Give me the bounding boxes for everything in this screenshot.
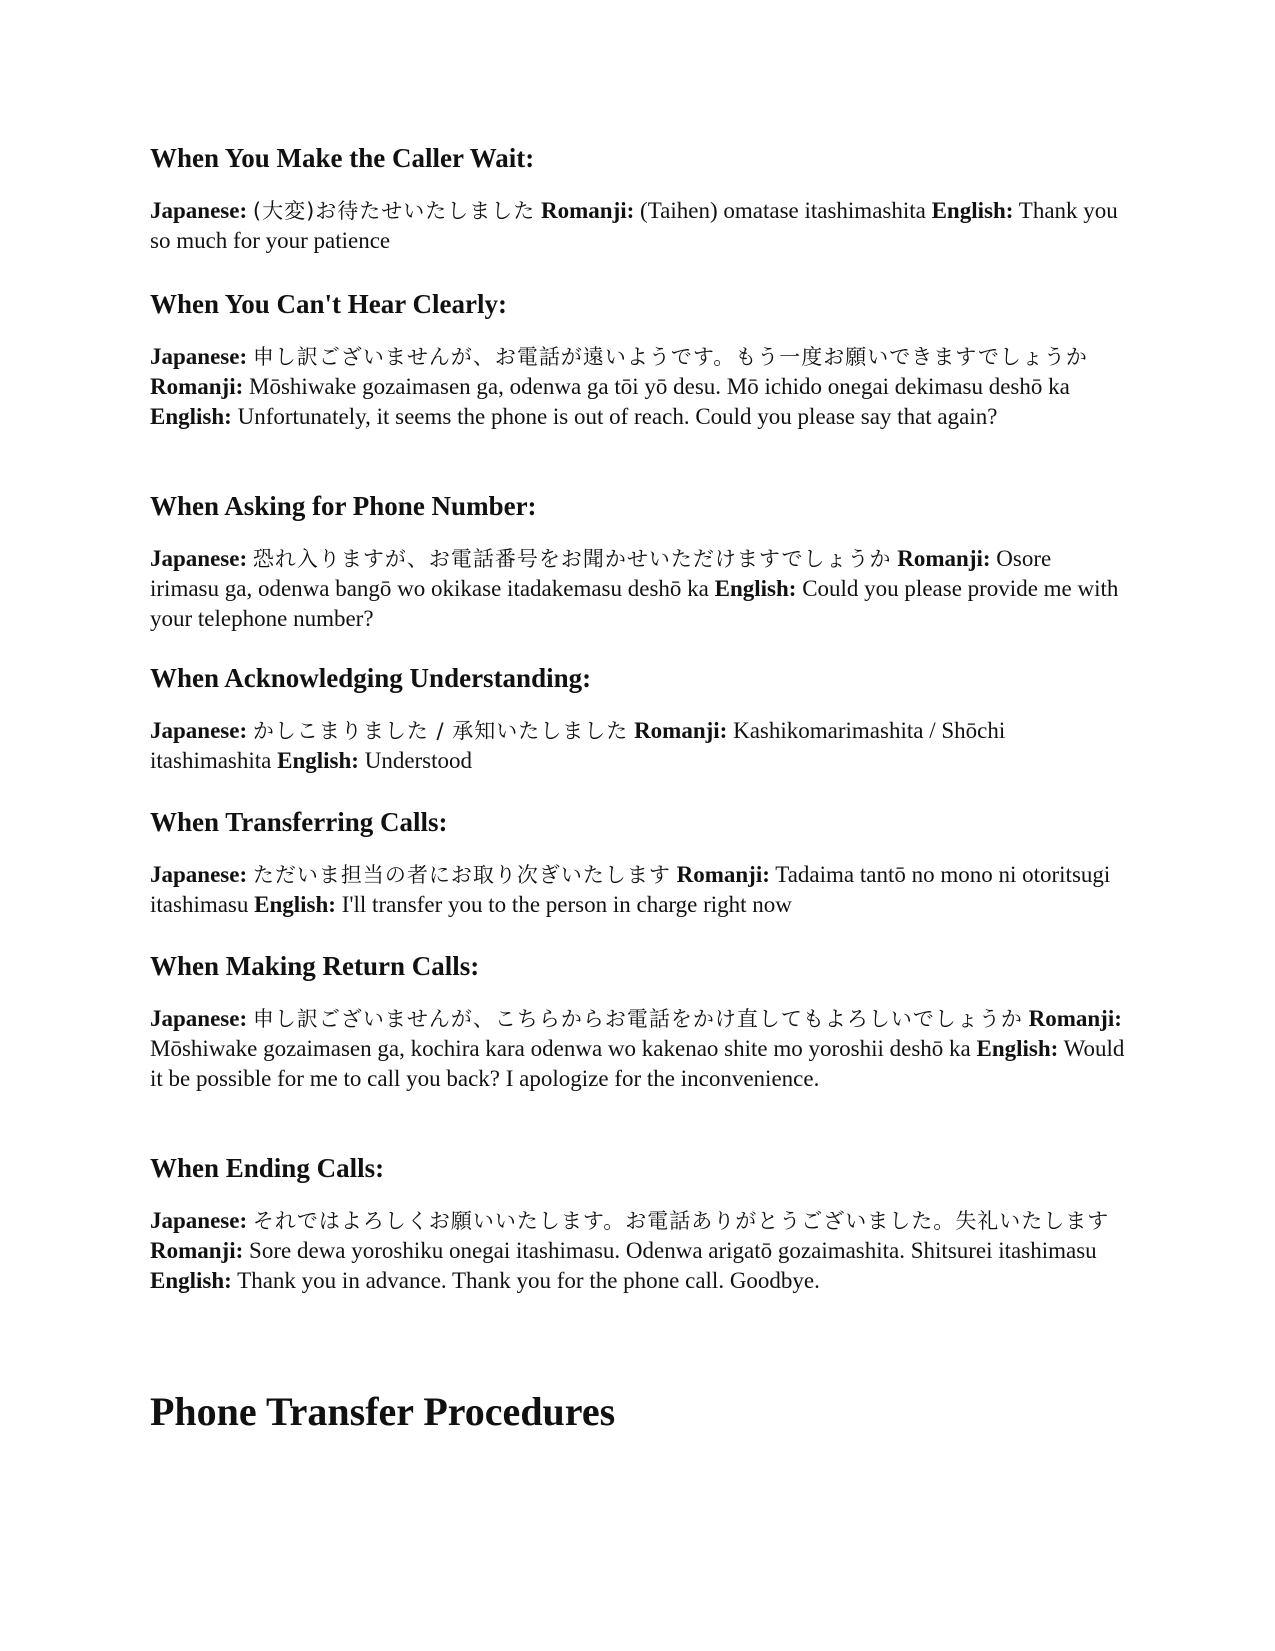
english-label: English: bbox=[277, 748, 359, 773]
japanese-text: 申し訳ございませんが、こちらからお電話をかけ直してもよろしいでしょうか bbox=[252, 1007, 1023, 1031]
phrase-section-transferring bbox=[150, 806, 1125, 920]
english-text: Thank you so much for your patience bbox=[150, 198, 1118, 253]
section-heading: When Asking for Phone Number: bbox=[150, 491, 537, 521]
japanese-label: Japanese: bbox=[150, 718, 248, 743]
english-text: Unfortunately, it seems the phone is out of reach. Could you please say that again? bbox=[237, 404, 998, 429]
phrase-paragraph bbox=[150, 544, 1125, 634]
romanji-text: Mōshiwake gozaimasen ga, odenwa ga tōi yō desu. Mō ichido onegai dekimasu deshō ka bbox=[249, 374, 1070, 399]
english-label: English: bbox=[714, 576, 797, 601]
section-heading: When Making Return Calls: bbox=[150, 951, 480, 981]
japanese-label: Japanese: bbox=[150, 546, 248, 571]
romanji-text: Tadaima tantō no mono ni otoritsugi itashimasu bbox=[150, 862, 1111, 917]
phrase-section-return-calls bbox=[150, 950, 1125, 1094]
japanese-label: Japanese: bbox=[150, 862, 248, 887]
english-text: Would it be possible for me to call you back? I apologize for the inconvenience. bbox=[150, 1036, 1125, 1091]
romanji-label: Romanji: bbox=[150, 374, 244, 399]
phrase-paragraph bbox=[150, 716, 1125, 776]
section-heading: When Transferring Calls: bbox=[150, 807, 448, 837]
section-heading: When You Can't Hear Clearly: bbox=[150, 289, 507, 319]
japanese-label: Japanese: bbox=[150, 198, 248, 223]
section-heading: When Ending Calls: bbox=[150, 1153, 385, 1183]
section-heading: When Acknowledging Understanding: bbox=[150, 663, 592, 693]
phrase-section-acknowledging bbox=[150, 662, 1125, 776]
romanji-text: (Taihen) omatase itashimashita bbox=[640, 198, 926, 223]
phrase-paragraph bbox=[150, 342, 1125, 432]
japanese-text: 申し訳ございませんが、お電話が遠いようです。もう一度お願いできますでしょうか bbox=[252, 345, 1088, 369]
english-label: English: bbox=[254, 892, 336, 917]
romanji-label: Romanji: bbox=[634, 718, 728, 743]
japanese-text: それではよろしくお願いいたします。お電話ありがとうございました。失礼いたします bbox=[252, 1209, 1110, 1233]
phrase-paragraph bbox=[150, 196, 1125, 256]
romanji-label: Romanji: bbox=[1028, 1006, 1122, 1031]
english-label: English: bbox=[150, 404, 232, 429]
romanji-text: Mōshiwake gozaimasen ga, kochira kara odenwa wo kakenao shite mo yoroshii deshō ka bbox=[150, 1036, 971, 1061]
phrase-paragraph bbox=[150, 1206, 1125, 1296]
romanji-label: Romanji: bbox=[150, 1238, 244, 1263]
section-heading: When You Make the Caller Wait: bbox=[150, 143, 535, 173]
phrase-paragraph bbox=[150, 1004, 1125, 1094]
japanese-text: かしこまりました / 承知いたしました bbox=[252, 719, 629, 743]
romanji-text: Kashikomarimashita / Shōchi itashimashita bbox=[150, 718, 1006, 773]
japanese-label: Japanese: bbox=[150, 1208, 248, 1233]
phrase-section-caller-wait bbox=[150, 142, 1125, 256]
phrase-paragraph bbox=[150, 860, 1125, 920]
english-text: Understood bbox=[364, 748, 473, 773]
english-text: Thank you in advance. Thank you for the phone call. Goodbye. bbox=[237, 1268, 820, 1293]
phrase-section-hear-clearly bbox=[150, 288, 1125, 432]
romanji-text: Osore irimasu ga, odenwa bangō wo okikase itadakemasu deshō ka bbox=[150, 546, 1052, 601]
japanese-label: Japanese: bbox=[150, 344, 248, 369]
english-label: English: bbox=[976, 1036, 1059, 1061]
phrase-section-phone-number bbox=[150, 490, 1125, 634]
romanji-label: Romanji: bbox=[676, 862, 770, 887]
romanji-label: Romanji: bbox=[541, 198, 635, 223]
romanji-label: Romanji: bbox=[897, 546, 991, 571]
english-text: Could you please provide me with your telephone number? bbox=[150, 576, 1119, 631]
english-label: English: bbox=[150, 1268, 232, 1293]
japanese-label: Japanese: bbox=[150, 1006, 248, 1031]
page-title: Phone Transfer Procedures bbox=[150, 1389, 616, 1434]
phrase-section-ending-calls bbox=[150, 1152, 1125, 1296]
japanese-text: ただいま担当の者にお取り次ぎいたします bbox=[252, 863, 671, 887]
english-text: I'll transfer you to the person in charge right now bbox=[341, 892, 792, 917]
english-label: English: bbox=[931, 198, 1014, 223]
romanji-text: Sore dewa yoroshiku onegai itashimasu. Odenwa arigatō gozaimashita. Shitsurei itashimasu bbox=[249, 1238, 1097, 1263]
japanese-text: (大変)お待たせいたしました bbox=[252, 199, 536, 223]
japanese-text: 恐れ入りますが、お電話番号をお聞かせいただけますでしょうか bbox=[252, 547, 892, 571]
